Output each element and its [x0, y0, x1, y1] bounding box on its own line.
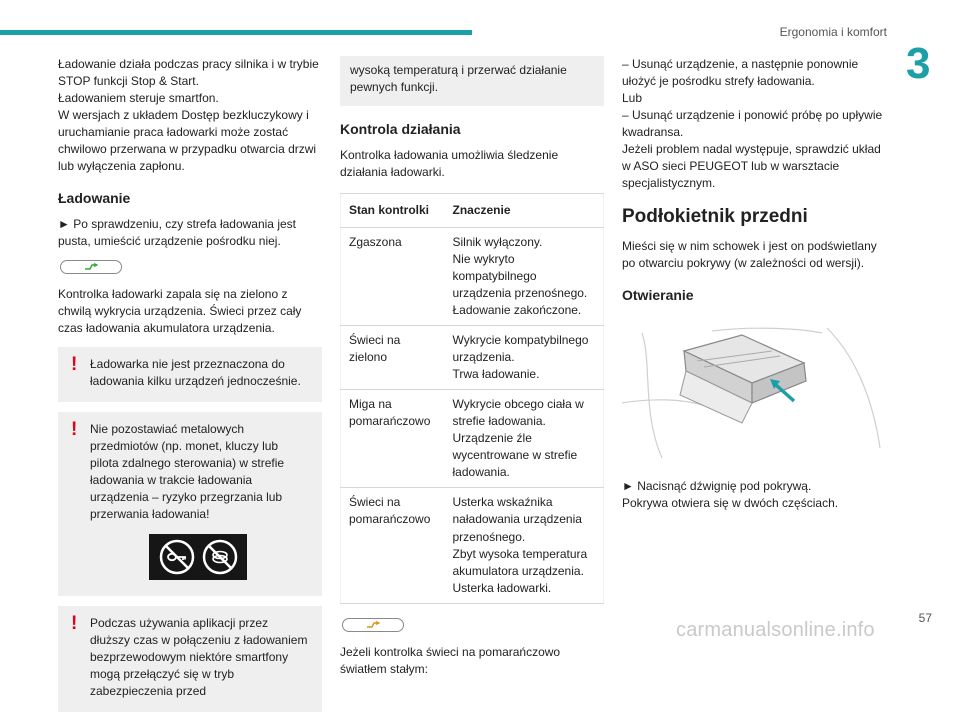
table-row — [341, 390, 604, 488]
instruction-line: Lub — [622, 91, 643, 106]
prohibited-objects-icons — [149, 534, 247, 580]
meaning-line: Usterka wskaźnika naładowania urządzenia przenośnego. — [452, 495, 582, 544]
warning-text-continued: wysoką temperaturą i przerwać działanie pewnych funkcji. — [350, 63, 567, 95]
instruction-line: Jeżeli problem nadal występuje, sprawdzić układ w ASO sieci PEUGEOT lub w warsztacie specjalistycznym. — [622, 142, 881, 191]
step-place-device: ► Po sprawdzeniu, czy strefa ładowania jest pusta, umieścić urządzenie pośrodku niej. — [58, 217, 296, 249]
warning-box — [58, 606, 322, 712]
opening-result: Pokrywa otwiera się w dwóch częściach. — [622, 496, 839, 511]
warning-text: Ładowarka nie jest przeznaczona do ładowania kilku urządzeń jednocześnie. — [90, 357, 301, 389]
column-left — [58, 56, 322, 722]
meaning-line: Nie wykryto kompatybilnego urządzenia przenośnego. — [452, 252, 588, 301]
lamp-meaning — [445, 326, 604, 390]
lamp-meaning — [445, 228, 604, 326]
heading-operation-check: Kontrola działania — [340, 121, 461, 138]
charging-lamp-orange-icon — [342, 618, 404, 632]
meaning-line: Wykrycie kompatybilnego urządzenia. — [452, 333, 589, 365]
intro-line: Ładowaniem steruje smartfon. — [58, 91, 219, 106]
no-keys-icon — [158, 538, 196, 576]
meaning-line: Zbyt wysoka temperatura akumulatora urządzenia. — [452, 546, 588, 578]
no-coins-icon — [201, 538, 239, 576]
page-number: 57 — [918, 611, 932, 625]
warning-box — [58, 412, 322, 595]
watermark: carmanualsonline.info — [676, 619, 875, 641]
warning-text: Podczas używania aplikacji przez dłuższy czas w połączeniu z ładowaniem bezprzewodowym niektóre smartfony mogą przełączyć się w tryb zabezpieczenia przed — [90, 615, 308, 698]
lamp-orange-description: Jeżeli kontrolka świeci na pomarańczowo światłem stałym: — [340, 644, 561, 676]
lamp-state: Świeci na zielono — [341, 326, 445, 390]
meaning-line: Usterka ładowarki. — [452, 580, 552, 595]
armrest-description: Mieści się w nim schowek i jest on podświetlany po otwarciu pokrywy (w zależności od wersji). — [622, 239, 877, 271]
table-row — [341, 488, 604, 603]
column-middle — [340, 56, 604, 678]
header-accent-bar — [0, 30, 472, 35]
table-row — [341, 326, 604, 390]
warning-exclamation-icon: ! — [71, 612, 78, 634]
warning-text: Nie pozostawiać metalowych przedmiotów (np. monet, kluczy lub pilota zdalnego sterowania) w strefie ładowania w trakcie ładowania urządzenia – ryzyko przegrzania lub przerwania ładowania! — [90, 422, 285, 522]
lamp-state: Zgaszona — [341, 228, 445, 326]
heading-front-armrest: Podłokietnik przedni — [622, 206, 808, 228]
step-press-lever: ► Nacisnąć dźwignię pod pokrywą. — [622, 479, 812, 494]
lamp-status-table — [340, 193, 604, 604]
lamp-state: Miga na pomarańczowo — [341, 390, 445, 488]
check-intro: Kontrolka ładowania umożliwia śledzenie działania ładowarki. — [340, 147, 559, 179]
charging-lamp-green-icon — [60, 260, 122, 274]
table-header: Znaczenie — [445, 194, 604, 228]
meaning-line: Silnik wyłączony. — [452, 235, 543, 250]
intro-line: Ładowanie działa podczas pracy silnika i w trybie STOP funkcji Stop & Start. — [58, 57, 319, 89]
section-title: Ergonomia i komfort — [779, 25, 887, 39]
warning-continuation — [340, 56, 604, 106]
warning-exclamation-icon: ! — [71, 354, 78, 376]
table-header: Stan kontrolki — [341, 194, 445, 228]
chapter-number: 3 — [906, 39, 931, 88]
lamp-meaning — [445, 488, 604, 603]
table-row — [341, 228, 604, 326]
meaning-line: Wykrycie obcego ciała w strefie ładowania. — [452, 397, 584, 429]
warning-exclamation-icon: ! — [71, 419, 78, 441]
warning-box — [58, 347, 322, 402]
instruction-line: – Usunąć urządzenie i ponowić próbę po upływie kwadransa. — [622, 108, 883, 140]
intro-line: W wersjach z układem Dostęp bezkluczykowy i uruchamianie praca ładowarki może zostać chwilowo przerwana w przypadku otwarcia drzwi lub wyłączenia zapłonu. — [58, 108, 317, 174]
meaning-line: Trwa ładowanie. — [452, 367, 540, 382]
meaning-line: Urządzenie źle wycentrowane w strefie ładowania. — [452, 431, 578, 480]
instruction-line: – Usunąć urządzenie, a następnie ponownie ułożyć je pośrodku strefy ładowania. — [622, 57, 859, 89]
table-header-row — [341, 194, 604, 228]
meaning-line: Ładowanie zakończone. — [452, 303, 582, 318]
armrest-illustration — [622, 323, 884, 463]
lamp-state: Świeci na pomarańczowo — [341, 488, 445, 603]
lamp-green-description: Kontrolka ładowarki zapala się na zielono z chwilą wykrycia urządzenia. Świeci przez cały czas ładowania akumulatora urządzenia. — [58, 287, 302, 336]
heading-opening: Otwieranie — [622, 287, 694, 304]
lamp-meaning — [445, 390, 604, 488]
heading-charging: Ładowanie — [58, 190, 131, 207]
column-right — [622, 56, 886, 512]
